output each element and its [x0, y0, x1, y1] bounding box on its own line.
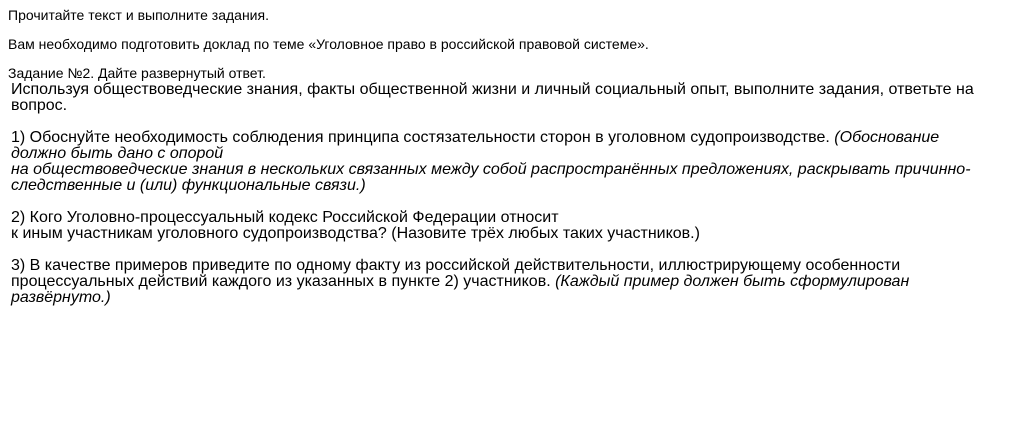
spacer: [11, 194, 1011, 210]
question-2-line-1: 2) Кого Уголовно-процессуальный кодекс Российской Федерации относит: [11, 209, 559, 226]
question-1-text: 1) Обоснуйте необходимость соблюдения принципа состязательности сторон в уголовном судопроизводстве.: [11, 129, 830, 146]
question-3-text: процессуальных действий каждого из указанных в пункте 2) участников.: [11, 273, 551, 290]
question-1-note: (Обоснование: [834, 129, 940, 146]
question-1-note-line-2: должно быть дано с опорой: [11, 145, 224, 162]
intro-text: Прочитайте текст и выполните задания.: [8, 7, 269, 23]
question-3-note: (Каждый пример должен быть сформулирован: [555, 273, 910, 290]
instruction-line-1: Используя обществоведческие знания, факты общественной жизни и личный социальный опыт, выполните задания, ответьте на: [11, 81, 974, 98]
spacer: [11, 242, 1011, 258]
instruction-line-2: вопрос.: [11, 97, 68, 114]
question-2-line-2: к иным участникам уголовного судопроизводства? (Назовите трёх любых таких участников.): [11, 225, 700, 242]
question-3-note-line-2: развёрнуто.): [11, 289, 111, 306]
task-body: [11, 82, 1011, 306]
question-3-line-2: [11, 274, 1011, 290]
question-3-line-1: 3) В качестве примеров приведите по одному факту из российской действительности, иллюстрирующему особенности: [11, 257, 901, 274]
question-1: [11, 130, 1011, 146]
question-1-note-line-4: следственные и (или) функциональные связи.): [11, 177, 366, 194]
spacer: [11, 114, 1011, 130]
question-1-note-line-3: на обществоведческие знания в нескольких связанных между собой распространённых предложениях, раскрывать причинно-: [11, 161, 971, 178]
task-heading: Задание №2. Дайте развернутый ответ.: [8, 65, 266, 81]
topic-text: Вам необходимо подготовить доклад по теме «Уголовное право в российской правовой системе».: [8, 36, 649, 52]
